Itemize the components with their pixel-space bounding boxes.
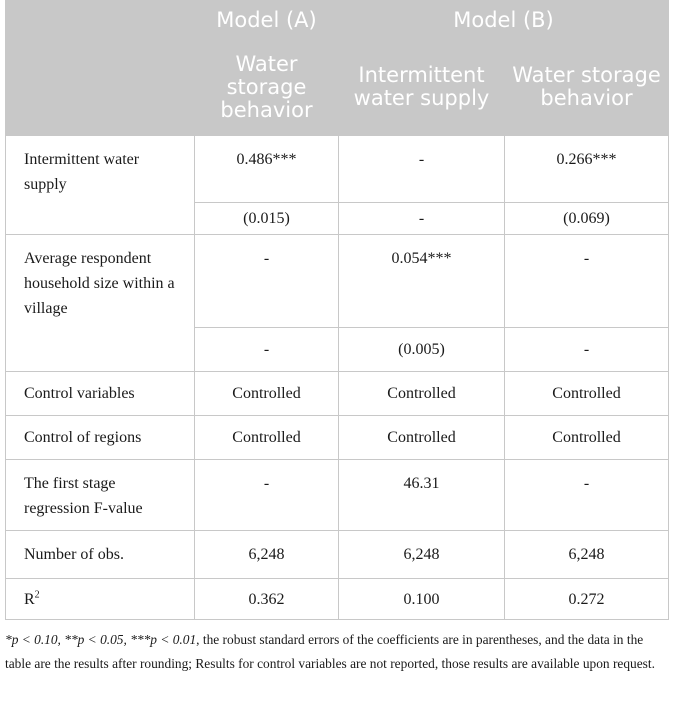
row-label-control-variables: Control variables xyxy=(6,372,195,416)
table-row xyxy=(6,460,669,531)
r2-base: R xyxy=(24,590,35,608)
header-model-a: Model (A) xyxy=(195,1,339,39)
row-label-household-size: Average respondent household size within a village xyxy=(6,235,195,372)
table-cell: 46.31 xyxy=(339,460,505,531)
table-row xyxy=(6,235,669,328)
table-cell: 6,248 xyxy=(505,531,669,579)
table-cell: (0.069) xyxy=(505,203,669,235)
table-cell: (0.005) xyxy=(339,328,505,372)
table-cell: 0.266*** xyxy=(505,136,669,203)
row-label-intermittent-supply: Intermittent water supply xyxy=(6,136,195,235)
footnote-significance: *p < 0.10, **p < 0.05, ***p < 0.01 xyxy=(5,632,197,647)
table-cell: - xyxy=(195,460,339,531)
table-cell: (0.015) xyxy=(195,203,339,235)
table-cell: - xyxy=(195,235,339,328)
table-cell: 0.486*** xyxy=(195,136,339,203)
table-cell: - xyxy=(195,328,339,372)
table-cell: - xyxy=(339,136,505,203)
header-model-b: Model (B) xyxy=(339,1,669,39)
row-label-r-squared xyxy=(6,579,195,620)
header-col-water-storage-b: Water storage behavior xyxy=(505,39,669,136)
row-label-f-value: The first stage regression F-value xyxy=(6,460,195,531)
table-cell: Controlled xyxy=(195,372,339,416)
table-row xyxy=(6,579,669,620)
row-label-control-regions: Control of regions xyxy=(6,416,195,460)
table-cell: Controlled xyxy=(505,372,669,416)
regression-table-wrapper xyxy=(5,0,668,620)
table-row xyxy=(6,372,669,416)
header-corner xyxy=(6,1,195,136)
table-cell: Controlled xyxy=(505,416,669,460)
header-row-models xyxy=(6,1,669,39)
header-col-intermittent-supply-b: Intermittent water supply xyxy=(339,39,505,136)
header-col-water-storage-a: Water storage behavior xyxy=(195,39,339,136)
footnote-text: , the robust standard errors of the coefficients are in parentheses, and the data in the table are the results after rounding; Results for control variables are not reported, those results are available upon request. xyxy=(5,632,655,671)
table-cell: 0.054*** xyxy=(339,235,505,328)
table-cell: 0.362 xyxy=(195,579,339,620)
table-cell: 6,248 xyxy=(339,531,505,579)
table-cell: 6,248 xyxy=(195,531,339,579)
r2-superscript: 2 xyxy=(34,589,40,601)
table-cell: - xyxy=(505,328,669,372)
table-row xyxy=(6,416,669,460)
table-cell: Controlled xyxy=(195,416,339,460)
table-cell: - xyxy=(505,235,669,328)
regression-table xyxy=(5,0,669,620)
table-cell: 0.272 xyxy=(505,579,669,620)
table-cell: - xyxy=(505,460,669,531)
table-row xyxy=(6,531,669,579)
table-cell: Controlled xyxy=(339,372,505,416)
table-footnote xyxy=(5,628,668,676)
row-label-number-of-obs: Number of obs. xyxy=(6,531,195,579)
table-cell: Controlled xyxy=(339,416,505,460)
table-cell: - xyxy=(339,203,505,235)
table-row xyxy=(6,136,669,203)
table-cell: 0.100 xyxy=(339,579,505,620)
